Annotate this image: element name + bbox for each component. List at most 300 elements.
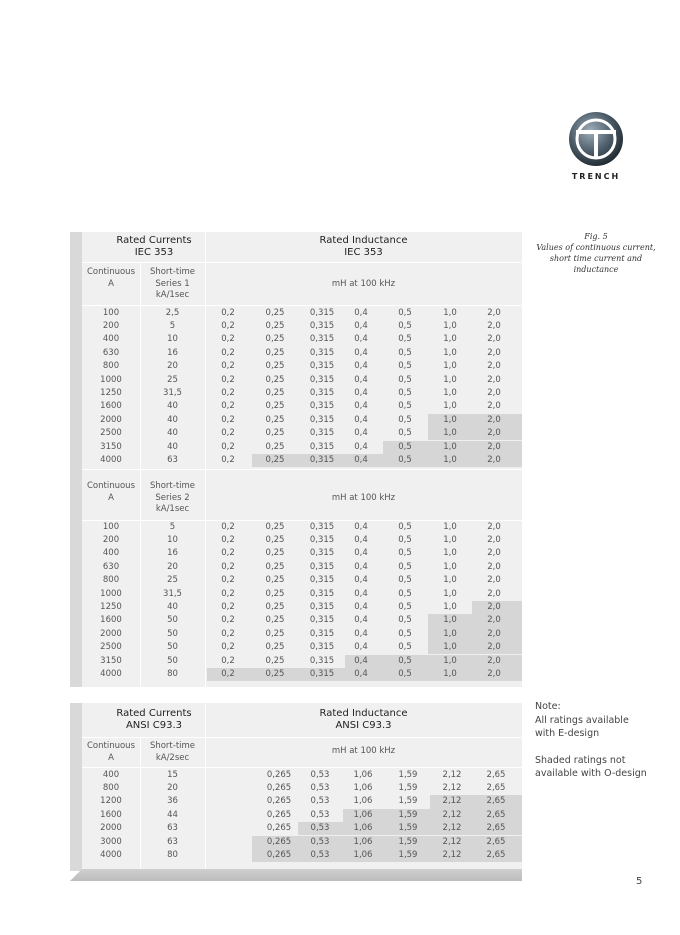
- inductance-cell: 1,0: [443, 374, 457, 385]
- short-time-current-cell: 25: [167, 374, 178, 385]
- inductance-cell: 2,65: [486, 823, 506, 834]
- inductance-cell: 0,2: [221, 334, 235, 345]
- inductance-cell: 0,265: [266, 836, 292, 847]
- table-row: [0, 534, 680, 547]
- inductance-cell: 2,0: [487, 628, 501, 639]
- inductance-cell: 0,265: [266, 796, 292, 807]
- note-title: Note:: [535, 701, 561, 712]
- inductance-cell: 0,25: [265, 548, 285, 559]
- inductance-cell: 0,5: [398, 414, 412, 425]
- divider: [82, 469, 522, 470]
- inductance-cell: 2,0: [487, 561, 501, 572]
- table-row: [0, 561, 680, 574]
- inductance-cell: 0,25: [265, 401, 285, 412]
- short-time-current-cell: 44: [167, 809, 178, 820]
- table-row: [0, 782, 680, 795]
- short-time-current-cell: 16: [167, 347, 178, 358]
- inductance-cell: 0,5: [398, 575, 412, 586]
- inductance-cell: 0,25: [265, 642, 285, 653]
- divider: [82, 262, 522, 263]
- inductance-cell: 0,265: [266, 849, 292, 860]
- short-time-current-cell: 40: [167, 401, 178, 412]
- ansi-rated-currents-header: Rated Currents ANSI C93.3: [116, 708, 192, 731]
- inductance-cell: 0,265: [266, 769, 292, 780]
- continuous-current-cell: 1600: [100, 615, 122, 626]
- note-line: All ratings available: [535, 714, 629, 726]
- inductance-cell: 2,0: [487, 441, 501, 452]
- continuous-current-cell: 1250: [100, 387, 122, 398]
- continuous-current-cell: 3150: [100, 441, 122, 452]
- inductance-cell: 1,06: [353, 836, 373, 847]
- table-row: [0, 574, 680, 587]
- inductance-cell: 0,4: [354, 561, 368, 572]
- short-time-current-cell: 40: [167, 414, 178, 425]
- short-time-current-cell: 50: [167, 628, 178, 639]
- inductance-cell: 0,5: [398, 361, 412, 372]
- inductance-cell: 0,4: [354, 655, 368, 666]
- iec2-continuous-header: Continuous A: [86, 481, 135, 503]
- table-row: [0, 320, 680, 333]
- inductance-cell: 0,315: [309, 401, 335, 412]
- inductance-cell: 2,12: [442, 809, 462, 820]
- trench-logo-icon: [566, 110, 626, 170]
- short-time-current-cell: 63: [167, 823, 178, 834]
- continuous-current-cell: 1000: [100, 588, 122, 599]
- continuous-current-cell: 200: [102, 534, 120, 545]
- continuous-current-cell: 4000: [100, 454, 122, 465]
- inductance-cell: 1,0: [443, 601, 457, 612]
- inductance-cell: 1,06: [353, 809, 373, 820]
- inductance-cell: 0,4: [354, 428, 368, 439]
- inductance-cell: 2,0: [487, 387, 501, 398]
- continuous-current-cell: 400: [102, 334, 120, 345]
- continuous-current-cell: 3000: [100, 836, 122, 847]
- short-time-current-cell: 31,5: [163, 387, 182, 398]
- continuous-current-cell: 2500: [100, 428, 122, 439]
- table-row: [0, 822, 680, 835]
- ansi-rated-inductance-header: Rated Inductance ANSI C93.3: [319, 708, 408, 731]
- inductance-cell: 1,0: [443, 361, 457, 372]
- inductance-cell: 0,2: [221, 561, 235, 572]
- inductance-cell: 1,0: [443, 441, 457, 452]
- table-row: [0, 441, 680, 454]
- inductance-cell: 2,0: [487, 307, 501, 318]
- continuous-current-cell: 1200: [100, 796, 122, 807]
- inductance-cell: 0,25: [265, 454, 285, 465]
- inductance-cell: 0,5: [398, 401, 412, 412]
- inductance-cell: 0,4: [354, 361, 368, 372]
- continuous-current-cell: 4000: [100, 849, 122, 860]
- continuous-current-cell: 630: [102, 561, 120, 572]
- short-time-current-cell: 20: [167, 782, 178, 793]
- inductance-cell: 0,2: [221, 414, 235, 425]
- inductance-cell: 1,59: [398, 849, 418, 860]
- table-row: [0, 333, 680, 346]
- inductance-cell: 1,59: [398, 809, 418, 820]
- ansi-continuous-header: Continuous A: [86, 741, 135, 763]
- inductance-cell: 1,59: [398, 836, 418, 847]
- continuous-current-cell: 400: [102, 548, 120, 559]
- inductance-cell: 0,25: [265, 628, 285, 639]
- inductance-cell: 2,0: [487, 320, 501, 331]
- inductance-cell: 0,315: [309, 320, 335, 331]
- inductance-cell: 0,25: [265, 655, 285, 666]
- inductance-cell: 1,0: [443, 628, 457, 639]
- short-time-current-cell: 63: [167, 454, 178, 465]
- inductance-cell: 0,25: [265, 347, 285, 358]
- inductance-cell: 2,0: [487, 601, 501, 612]
- table-row: [0, 374, 680, 387]
- inductance-cell: 2,0: [487, 334, 501, 345]
- inductance-cell: 0,2: [221, 575, 235, 586]
- table-row: [0, 795, 680, 808]
- inductance-cell: 0,4: [354, 414, 368, 425]
- inductance-cell: 0,5: [398, 320, 412, 331]
- inductance-cell: 2,0: [487, 401, 501, 412]
- inductance-cell: 1,06: [353, 782, 373, 793]
- inductance-cell: 0,5: [398, 561, 412, 572]
- inductance-cell: 0,25: [265, 534, 285, 545]
- inductance-cell: 0,315: [309, 655, 335, 666]
- inductance-cell: 2,0: [487, 534, 501, 545]
- inductance-cell: 1,0: [443, 334, 457, 345]
- inductance-cell: 0,315: [309, 534, 335, 545]
- inductance-cell: 0,5: [398, 428, 412, 439]
- inductance-cell: 0,25: [265, 374, 285, 385]
- table-row: [0, 427, 680, 440]
- inductance-cell: 1,0: [443, 401, 457, 412]
- table-row: [0, 628, 680, 641]
- inductance-cell: 0,25: [265, 361, 285, 372]
- inductance-cell: 0,265: [266, 782, 292, 793]
- inductance-cell: 0,53: [310, 782, 330, 793]
- inductance-cell: 0,5: [398, 334, 412, 345]
- inductance-cell: 0,5: [398, 655, 412, 666]
- inductance-cell: 0,315: [309, 588, 335, 599]
- inductance-cell: 1,06: [353, 769, 373, 780]
- iec1-unit-header: mH at 100 kHz: [331, 279, 396, 289]
- inductance-cell: 0,4: [354, 441, 368, 452]
- short-time-current-cell: 5: [169, 521, 176, 532]
- inductance-cell: 1,0: [443, 454, 457, 465]
- inductance-cell: 0,5: [398, 615, 412, 626]
- inductance-cell: 2,0: [487, 414, 501, 425]
- table-row: [0, 521, 680, 534]
- inductance-cell: 2,0: [487, 588, 501, 599]
- table-row: [0, 414, 680, 427]
- inductance-cell: 0,4: [354, 454, 368, 465]
- inductance-cell: 0,265: [266, 809, 292, 820]
- inductance-cell: 0,25: [265, 668, 285, 679]
- continuous-current-cell: 800: [102, 782, 120, 793]
- inductance-cell: 0,4: [354, 320, 368, 331]
- inductance-cell: 0,5: [398, 454, 412, 465]
- inductance-cell: 0,25: [265, 561, 285, 572]
- inductance-cell: 0,2: [221, 387, 235, 398]
- continuous-current-cell: 4000: [100, 668, 122, 679]
- inductance-cell: 0,315: [309, 347, 335, 358]
- short-time-current-cell: 80: [167, 668, 178, 679]
- inductance-cell: 0,53: [310, 823, 330, 834]
- table-row: [0, 307, 680, 320]
- short-time-current-cell: 15: [167, 769, 178, 780]
- inductance-cell: 0,5: [398, 387, 412, 398]
- figure-number: Fig. 5: [584, 232, 608, 241]
- inductance-cell: 2,0: [487, 615, 501, 626]
- short-time-current-cell: 25: [167, 575, 178, 586]
- inductance-cell: 0,2: [221, 615, 235, 626]
- inductance-cell: 0,4: [354, 534, 368, 545]
- inductance-cell: 0,315: [309, 441, 335, 452]
- short-time-current-cell: 36: [167, 796, 178, 807]
- inductance-cell: 2,12: [442, 836, 462, 847]
- inductance-cell: 0,5: [398, 441, 412, 452]
- note-line: Shaded ratings not: [535, 754, 626, 766]
- table-row: [0, 547, 680, 560]
- inductance-cell: 1,59: [398, 769, 418, 780]
- continuous-current-cell: 400: [102, 769, 120, 780]
- inductance-cell: 0,315: [309, 428, 335, 439]
- inductance-cell: 0,5: [398, 534, 412, 545]
- inductance-cell: 0,315: [309, 521, 335, 532]
- inductance-cell: 0,2: [221, 668, 235, 679]
- continuous-current-cell: 3150: [100, 655, 122, 666]
- continuous-current-cell: 100: [102, 521, 120, 532]
- table-row: [0, 668, 680, 681]
- continuous-current-cell: 100: [102, 307, 120, 318]
- inductance-cell: 0,53: [310, 769, 330, 780]
- inductance-cell: 0,4: [354, 307, 368, 318]
- inductance-cell: 0,25: [265, 441, 285, 452]
- inductance-cell: 0,25: [265, 588, 285, 599]
- inductance-cell: 2,65: [486, 782, 506, 793]
- short-time-current-cell: 2,5: [165, 307, 180, 318]
- page-number: 5: [636, 876, 643, 887]
- short-time-current-cell: 40: [167, 428, 178, 439]
- inductance-cell: 0,315: [309, 548, 335, 559]
- inductance-cell: 0,4: [354, 401, 368, 412]
- inductance-cell: 0,5: [398, 668, 412, 679]
- inductance-cell: 1,0: [443, 642, 457, 653]
- inductance-cell: 0,4: [354, 387, 368, 398]
- inductance-cell: 0,25: [265, 521, 285, 532]
- inductance-cell: 0,315: [309, 628, 335, 639]
- inductance-cell: 2,0: [487, 642, 501, 653]
- inductance-cell: 0,4: [354, 628, 368, 639]
- inductance-cell: 0,4: [354, 575, 368, 586]
- inductance-cell: 0,53: [310, 796, 330, 807]
- inductance-cell: 0,2: [221, 601, 235, 612]
- inductance-cell: 1,0: [443, 561, 457, 572]
- continuous-current-cell: 2000: [100, 823, 122, 834]
- short-time-current-cell: 20: [167, 361, 178, 372]
- inductance-cell: 0,4: [354, 521, 368, 532]
- continuous-current-cell: 2000: [100, 414, 122, 425]
- inductance-cell: 1,59: [398, 823, 418, 834]
- table-row: [0, 360, 680, 373]
- inductance-cell: 0,4: [354, 601, 368, 612]
- iec2-shorttime-header: Short-time Series 2 kA/1sec: [149, 481, 196, 514]
- iec1-continuous-header: Continuous A: [86, 267, 135, 289]
- continuous-current-cell: 630: [102, 347, 120, 358]
- short-time-current-cell: 50: [167, 615, 178, 626]
- inductance-cell: 1,59: [398, 782, 418, 793]
- inductance-cell: 2,0: [487, 428, 501, 439]
- inductance-cell: 0,2: [221, 307, 235, 318]
- inductance-cell: 0,2: [221, 320, 235, 331]
- short-time-current-cell: 50: [167, 655, 178, 666]
- inductance-cell: 2,0: [487, 575, 501, 586]
- inductance-cell: 0,25: [265, 414, 285, 425]
- inductance-cell: 0,5: [398, 307, 412, 318]
- table-row: [0, 849, 680, 862]
- inductance-cell: 0,2: [221, 347, 235, 358]
- continuous-current-cell: 1250: [100, 601, 122, 612]
- inductance-cell: 1,0: [443, 428, 457, 439]
- short-time-current-cell: 40: [167, 601, 178, 612]
- table-row: [0, 836, 680, 849]
- continuous-current-cell: 1000: [100, 374, 122, 385]
- inductance-cell: 0,315: [309, 668, 335, 679]
- inductance-cell: 0,2: [221, 361, 235, 372]
- inductance-cell: 2,0: [487, 374, 501, 385]
- inductance-cell: 2,65: [486, 809, 506, 820]
- inductance-cell: 0,2: [221, 548, 235, 559]
- ansi-unit-header: mH at 100 kHz: [331, 746, 396, 756]
- inductance-cell: 2,0: [487, 454, 501, 465]
- inductance-cell: 0,25: [265, 615, 285, 626]
- section-gap: [70, 687, 522, 703]
- inductance-cell: 2,0: [487, 361, 501, 372]
- inductance-cell: 0,5: [398, 628, 412, 639]
- table-row: [0, 387, 680, 400]
- inductance-cell: 0,5: [398, 601, 412, 612]
- table-row: [0, 809, 680, 822]
- inductance-cell: 0,4: [354, 588, 368, 599]
- inductance-cell: 2,65: [486, 849, 506, 860]
- inductance-cell: 0,25: [265, 601, 285, 612]
- inductance-cell: 0,4: [354, 334, 368, 345]
- iec-rated-currents-header: Rated Currents IEC 353: [116, 235, 192, 258]
- inductance-cell: 2,12: [442, 796, 462, 807]
- inductance-cell: 2,12: [442, 782, 462, 793]
- inductance-cell: 1,0: [443, 387, 457, 398]
- table-row: [0, 601, 680, 614]
- figure-caption: [532, 231, 660, 275]
- inductance-cell: 1,0: [443, 575, 457, 586]
- inductance-cell: 0,265: [266, 823, 292, 834]
- short-time-current-cell: 40: [167, 441, 178, 452]
- inductance-cell: 1,0: [443, 615, 457, 626]
- inductance-cell: 1,0: [443, 320, 457, 331]
- inductance-cell: 0,53: [310, 809, 330, 820]
- inductance-cell: 0,4: [354, 347, 368, 358]
- inductance-cell: 0,2: [221, 655, 235, 666]
- inductance-cell: 0,5: [398, 642, 412, 653]
- inductance-cell: 1,0: [443, 534, 457, 545]
- inductance-cell: 2,12: [442, 849, 462, 860]
- iec2-unit-header: mH at 100 kHz: [331, 493, 396, 503]
- table-row: [0, 655, 680, 668]
- continuous-current-cell: 2000: [100, 628, 122, 639]
- inductance-cell: 0,25: [265, 320, 285, 331]
- ansi-shorttime-header: Short-time kA/2sec: [149, 741, 196, 763]
- inductance-cell: 0,5: [398, 374, 412, 385]
- inductance-cell: 1,0: [443, 347, 457, 358]
- inductance-cell: 2,65: [486, 769, 506, 780]
- inductance-cell: 0,2: [221, 588, 235, 599]
- short-time-current-cell: 16: [167, 548, 178, 559]
- inductance-cell: 2,0: [487, 521, 501, 532]
- inductance-cell: 0,315: [309, 374, 335, 385]
- inductance-cell: 0,2: [221, 521, 235, 532]
- short-time-current-cell: 10: [167, 534, 178, 545]
- inductance-cell: 0,25: [265, 334, 285, 345]
- table-row: [0, 454, 680, 467]
- inductance-cell: 1,06: [353, 849, 373, 860]
- divider: [82, 737, 522, 738]
- inductance-cell: 0,5: [398, 521, 412, 532]
- trench-logo: [566, 110, 626, 182]
- inductance-cell: 0,4: [354, 615, 368, 626]
- note-line: available with O-design: [535, 768, 647, 779]
- table-row: [0, 347, 680, 360]
- inductance-cell: 0,25: [265, 428, 285, 439]
- inductance-cell: 0,2: [221, 628, 235, 639]
- iec1-shorttime-header: Short-time Series 1 kA/1sec: [149, 267, 196, 300]
- inductance-cell: 0,315: [309, 334, 335, 345]
- note: [535, 700, 675, 781]
- inductance-cell: 1,06: [353, 823, 373, 834]
- inductance-cell: 0,4: [354, 668, 368, 679]
- inductance-cell: 1,06: [353, 796, 373, 807]
- inductance-cell: 0,315: [309, 642, 335, 653]
- inductance-cell: 2,65: [486, 836, 506, 847]
- table-row: [0, 614, 680, 627]
- inductance-cell: 0,315: [309, 307, 335, 318]
- inductance-cell: 0,315: [309, 575, 335, 586]
- inductance-cell: 0,53: [310, 836, 330, 847]
- inductance-cell: 0,315: [309, 601, 335, 612]
- inductance-cell: 0,315: [309, 561, 335, 572]
- inductance-cell: 0,53: [310, 849, 330, 860]
- inductance-cell: 2,0: [487, 655, 501, 666]
- inductance-cell: 1,0: [443, 668, 457, 679]
- note-line: with E-design: [535, 728, 600, 739]
- inductance-cell: 2,12: [442, 769, 462, 780]
- short-time-current-cell: 20: [167, 561, 178, 572]
- inductance-cell: 0,315: [309, 615, 335, 626]
- inductance-cell: 2,0: [487, 548, 501, 559]
- inductance-cell: 0,25: [265, 575, 285, 586]
- inductance-cell: 0,2: [221, 441, 235, 452]
- inductance-cell: 2,65: [486, 796, 506, 807]
- iec-rated-inductance-header: Rated Inductance IEC 353: [319, 235, 408, 258]
- continuous-current-cell: 800: [102, 361, 120, 372]
- inductance-cell: 0,2: [221, 642, 235, 653]
- inductance-cell: 0,2: [221, 454, 235, 465]
- continuous-current-cell: 1600: [100, 809, 122, 820]
- inductance-cell: 1,0: [443, 414, 457, 425]
- short-time-current-cell: 5: [169, 320, 176, 331]
- inductance-cell: 0,25: [265, 307, 285, 318]
- short-time-current-cell: 50: [167, 642, 178, 653]
- short-time-current-cell: 80: [167, 849, 178, 860]
- inductance-cell: 0,25: [265, 387, 285, 398]
- inductance-cell: 0,4: [354, 374, 368, 385]
- inductance-cell: 1,0: [443, 548, 457, 559]
- continuous-current-cell: 200: [102, 320, 120, 331]
